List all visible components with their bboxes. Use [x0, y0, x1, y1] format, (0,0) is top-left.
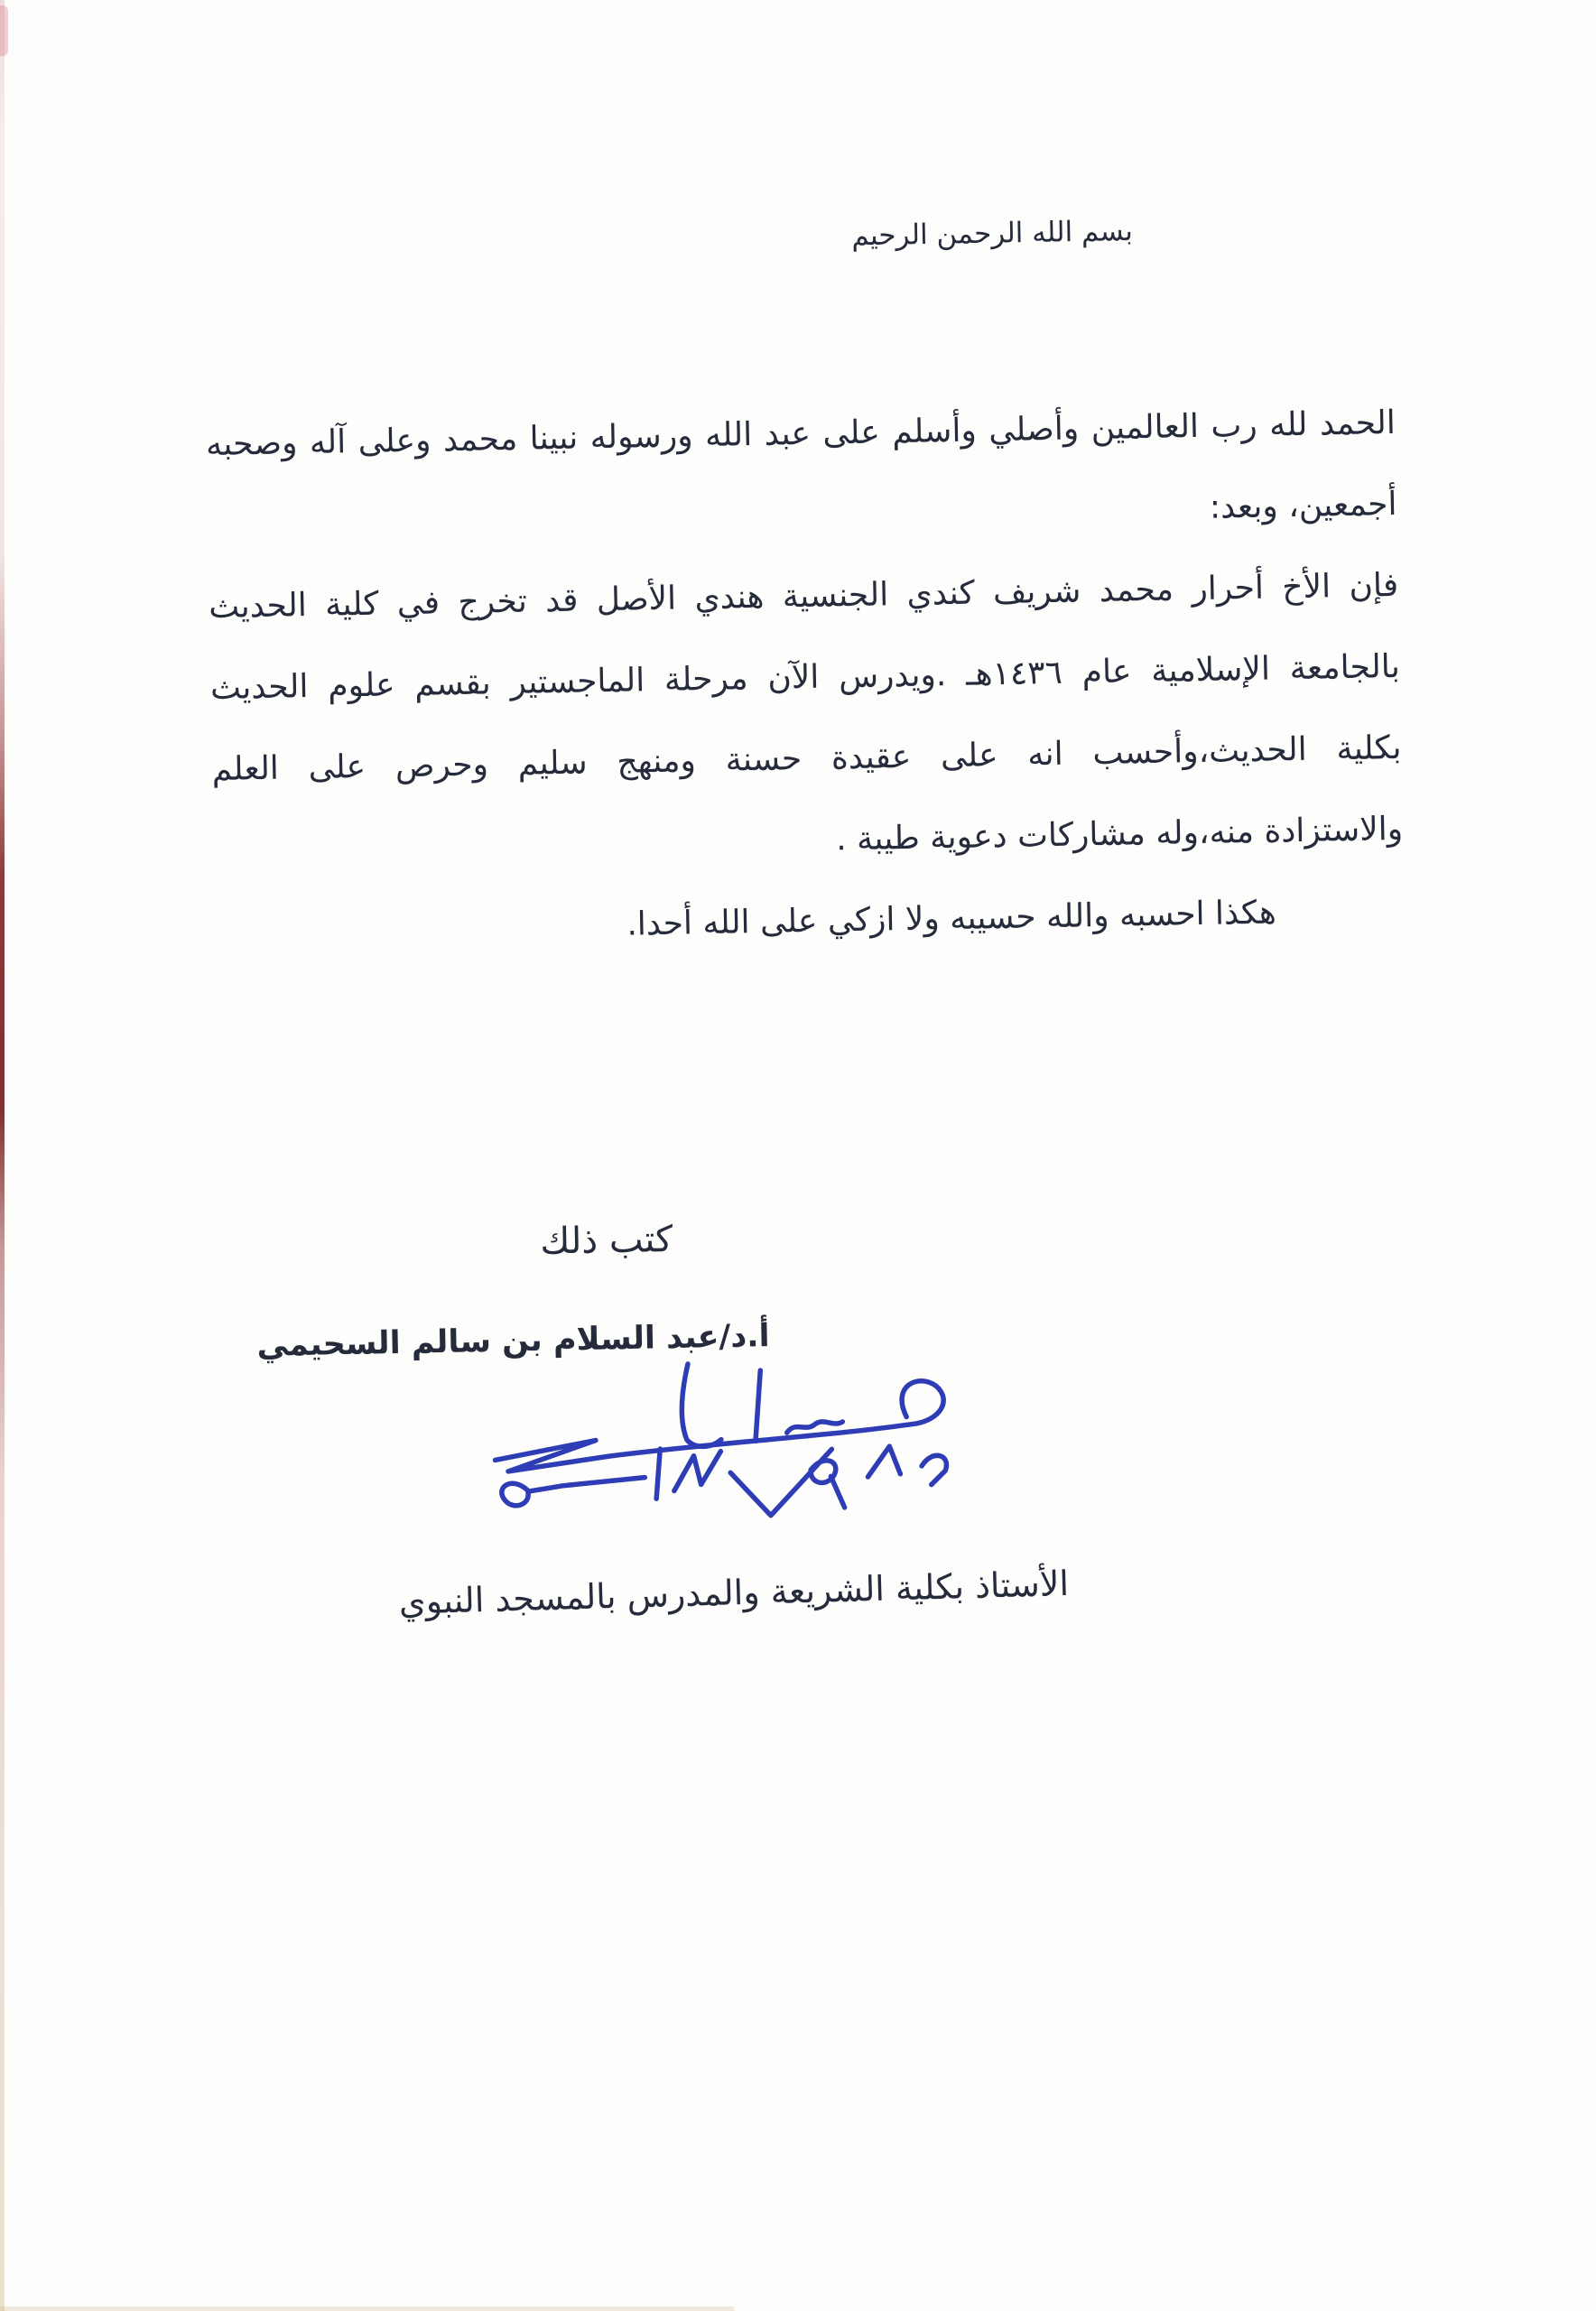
body-line: فإن الأخ أحرار محمد شريف كندي الجنسية هندي الأصل قد تخرج في كلية الحديث [208, 566, 1399, 626]
author-name: أ.د/عبد السلام بن سالم السحيمي [255, 1318, 770, 1364]
body-line: بالجامعة الإسلامية عام ١٤٣٦هـ .ويدرس الآن مرحلة الماجستير بقسم علوم الحديث [209, 647, 1401, 708]
scan-edge-artifact [0, 0, 5, 2311]
scan-bottom-tint [0, 2306, 734, 2311]
body-paragraph [205, 383, 1405, 973]
handwritten-signature-icon [376, 1325, 1024, 1560]
scan-corner-smudge [0, 5, 8, 56]
body-line: والاستزادة منه،وله مشاركات دعوية طيبة . [835, 810, 1404, 859]
wrote-that-label: كتب ذلك [540, 1219, 673, 1263]
body-line: أجمعين، وبعد: [1209, 485, 1397, 526]
body-line: الحمد لله رب العالمين وأصلي وأسلم على عبد الله ورسوله نبينا محمد وعلى آله وصحبه [205, 404, 1396, 464]
body-line: بكلية الحديث،وأحسب انه على عقيدة حسنة ومنهج سليم وحرص على العلم [211, 729, 1402, 789]
basmala-text: بسم الله الرحمن الرحيم [851, 215, 1134, 253]
body-line: هكذا احسبه والله حسيبه ولا ازكي على الله أحدا. [626, 894, 1277, 943]
author-title: الأستاذ بكلية الشريعة والمدرس بالمسجد النبوي [397, 1564, 1070, 1622]
